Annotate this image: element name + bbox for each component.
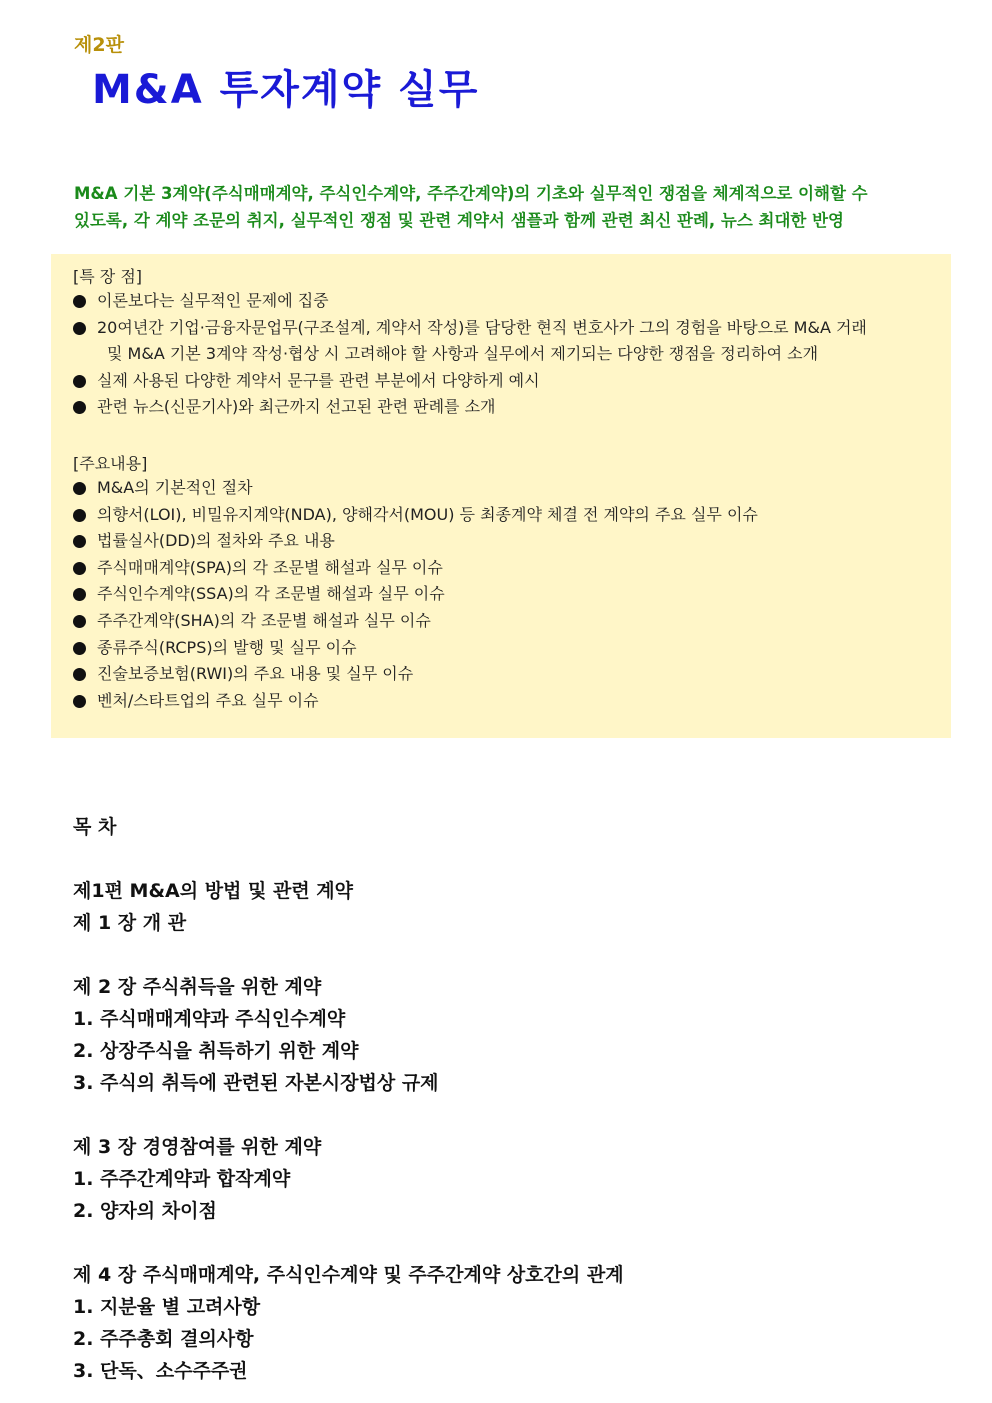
highlight-box <box>51 254 951 738</box>
feature-item <box>73 288 943 315</box>
content-item <box>73 608 943 635</box>
bullet-icon <box>73 562 86 575</box>
toc-section: 1. 주식매매계약과 주식인수계약 <box>73 1008 346 1030</box>
book-summary <box>74 180 924 234</box>
content-text: 종류주식(RCPS)의 발행 및 실무 이슈 <box>97 637 357 657</box>
content-text: 의향서(LOI), 비밀유지계약(NDA), 양해각서(MOU) 등 최종계약 체결 전 계약의 주요 실무 이슈 <box>97 504 758 524</box>
summary-line: M&A 기본 3계약(주식매매계약, 주식인수계약, 주주간계약)의 기초와 실무적인 쟁점을 체계적으로 이해할 수 <box>74 184 868 203</box>
bullet-icon <box>73 615 86 628</box>
features-label: [특 장 점] <box>73 267 143 286</box>
features-list <box>73 288 943 421</box>
bullet-icon <box>73 588 86 601</box>
bullet-icon <box>73 401 86 414</box>
toc-section: 3. 단독、소수주주권 <box>73 1360 248 1382</box>
toc-section: 1. 지분율 별 고려사항 <box>73 1296 261 1318</box>
content-text: 벤처/스타트업의 주요 실무 이슈 <box>97 690 319 710</box>
feature-item <box>73 394 943 421</box>
content-item <box>73 528 943 555</box>
contents-label: [주요내용] <box>73 454 148 473</box>
content-text: 법률실사(DD)의 절차와 주요 내용 <box>97 531 335 551</box>
content-item <box>73 555 943 582</box>
book-title: M&A 투자계약 실무 <box>92 67 480 113</box>
toc-chapter: 제 3 장 경영참여를 위한 계약 <box>73 1136 322 1158</box>
feature-item <box>73 315 943 368</box>
toc-chapter: 제 4 장 주식매매계약, 주식인수계약 및 주주간계약 상호간의 관계 <box>73 1264 624 1286</box>
toc-chapter: 제 2 장 주식취득을 위한 계약 <box>73 976 322 998</box>
bullet-icon <box>73 535 86 548</box>
content-text: 주식매매계약(SPA)의 각 조문별 해설과 실무 이슈 <box>97 557 443 577</box>
feature-text: 20여년간 기업·금융자문업무(구조설계, 계약서 작성)를 담당한 현직 변호사가 그의 경험을 바탕으로 M&A 거래 <box>97 317 867 337</box>
toc-section: 2. 양자의 차이점 <box>73 1200 217 1222</box>
summary-line: 있도록, 각 계약 조문의 취지, 실무적인 쟁점 및 관련 계약서 샘플과 함께 관련 최신 판례, 뉴스 최대한 반영 <box>74 211 844 230</box>
content-item <box>73 635 943 662</box>
feature-item <box>73 368 943 395</box>
content-item <box>73 502 943 529</box>
bullet-icon <box>73 695 86 708</box>
toc-part: 제1편 M&A의 방법 및 관련 계약 <box>73 880 354 902</box>
bullet-icon <box>73 375 86 388</box>
contents-list <box>73 475 943 714</box>
content-text: M&A의 기본적인 절차 <box>97 478 253 497</box>
toc-section: 1. 주주간계약과 합작계약 <box>73 1168 291 1190</box>
feature-text: 및 M&A 기본 3계약 작성·협상 시 고려해야 할 사항과 실무에서 제기되는 다양한 쟁점을 정리하여 소개 <box>107 344 819 364</box>
bullet-icon <box>73 509 86 522</box>
content-text: 주주간계약(SHA)의 각 조문별 해설과 실무 이슈 <box>97 610 431 630</box>
feature-text: 이론보다는 실무적인 문제에 집중 <box>97 291 329 310</box>
content-item <box>73 661 943 688</box>
content-item <box>73 581 943 608</box>
bullet-icon <box>73 322 86 335</box>
toc-heading: 목 차 <box>73 816 117 838</box>
feature-text: 관련 뉴스(신문기사)와 최근까지 선고된 관련 판례를 소개 <box>97 397 496 417</box>
content-text: 진술보증보험(RWI)의 주요 내용 및 실무 이슈 <box>97 664 414 684</box>
bullet-icon <box>73 668 86 681</box>
content-item <box>73 475 943 502</box>
toc-section: 2. 상장주식을 취득하기 위한 계약 <box>73 1040 359 1062</box>
bullet-icon <box>73 642 86 655</box>
toc-chapter: 제 1 장 개 관 <box>73 912 187 934</box>
bullet-icon <box>73 482 86 495</box>
feature-text: 실제 사용된 다양한 계약서 문구를 관련 부분에서 다양하게 예시 <box>97 370 540 390</box>
toc-section: 2. 주주총회 결의사항 <box>73 1328 254 1350</box>
content-item <box>73 688 943 715</box>
bullet-icon <box>73 295 86 308</box>
edition-label: 제2판 <box>74 34 124 56</box>
toc-section: 3. 주식의 취득에 관련된 자본시장법상 규제 <box>73 1072 439 1094</box>
content-text: 주식인수계약(SSA)의 각 조문별 해설과 실무 이슈 <box>97 584 445 604</box>
